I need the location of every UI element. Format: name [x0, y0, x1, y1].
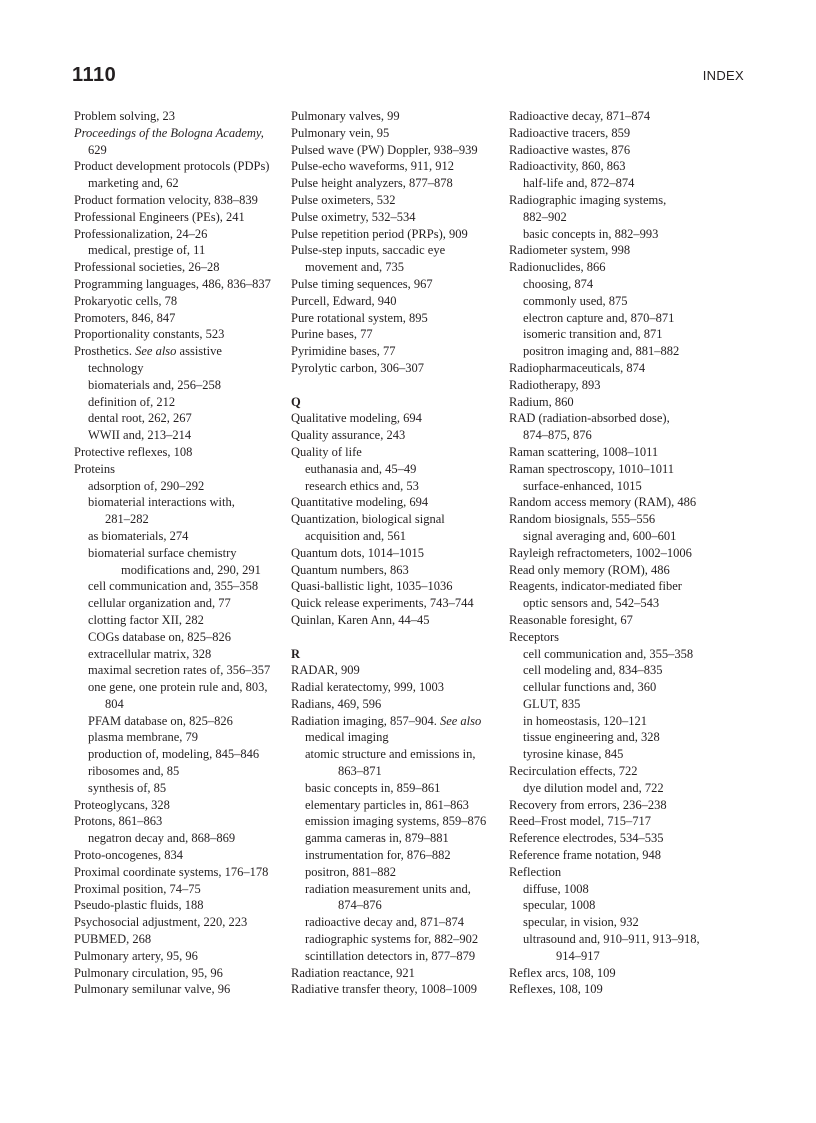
index-entry: Pulse repetition period (PRPs), 909 — [291, 226, 468, 241]
index-subentry: 629 — [88, 142, 107, 157]
index-subentry: synthesis of, 85 — [88, 780, 167, 795]
index-entry: Radians, 469, 596 — [291, 696, 382, 711]
index-entry: Reference electrodes, 534–535 — [509, 831, 664, 846]
index-entry: Pulmonary vein, 95 — [291, 125, 390, 140]
index-entry: Proportionality constants, 523 — [74, 327, 225, 342]
index-entry: Reasonable foresight, 67 — [509, 612, 633, 627]
page-number: 1110 — [72, 64, 117, 86]
index-subentry: instrumentation for, 876–882 — [305, 848, 451, 863]
index-subentry: optic sensors and, 542–543 — [523, 596, 660, 611]
index-subentry: marketing and, 62 — [88, 176, 179, 191]
index-entry: Product development protocols (PDPs) — [74, 159, 270, 174]
index-entry: Pulse oximetry, 532–534 — [291, 209, 416, 224]
index-entry: Quantitative modeling, 694 — [291, 495, 429, 510]
index-entry: Product formation velocity, 838–839 — [74, 192, 258, 207]
index-entry: Radium, 860 — [509, 394, 574, 409]
index-entry: Proto-oncogenes, 834 — [74, 848, 184, 863]
index-entry: Radioactive wastes, 876 — [509, 142, 631, 157]
index-entry: Reference frame notation, 948 — [509, 848, 662, 863]
index-subentry: negatron decay and, 868–869 — [88, 831, 236, 846]
index-entry: Pulmonary circulation, 95, 96 — [74, 965, 223, 980]
index-entry: Proteoglycans, 328 — [74, 797, 170, 812]
see-also-ref: See also — [439, 713, 482, 728]
index-entry: Quantization, biological signal — [291, 512, 445, 527]
index-subentry: half-life and, 872–874 — [523, 176, 635, 191]
index-entry: Pulmonary artery, 95, 96 — [74, 948, 198, 963]
index-subentry: WWII and, 213–214 — [88, 428, 192, 443]
index-entry: Pyrolytic carbon, 306–307 — [291, 360, 424, 375]
index-entry: Rayleigh refractometers, 1002–1006 — [509, 545, 692, 560]
index-subentry: basic concepts in, 882–993 — [523, 226, 659, 241]
index-entry: Pulse-step inputs, saccadic eye — [291, 243, 446, 258]
index-subentry: specular, in vision, 932 — [523, 915, 639, 930]
index-subentry: isomeric transition and, 871 — [523, 327, 663, 342]
index-entry: Proximal coordinate systems, 176–178 — [74, 864, 269, 879]
index-entry: Radiation imaging, 857–904. See also — [291, 713, 482, 728]
index-subentry: radiographic systems for, 882–902 — [305, 932, 479, 947]
index-subentry: elementary particles in, 861–863 — [305, 797, 469, 812]
index-column-3 — [509, 108, 749, 998]
index-subentry: radioactive decay and, 871–874 — [305, 915, 464, 930]
index-entry: Radiopharmaceuticals, 874 — [509, 360, 646, 375]
index-subentry: movement and, 735 — [305, 260, 404, 275]
index-entry: Pulse oximeters, 532 — [291, 192, 396, 207]
index-entry: Prosthetics. See also assistive — [74, 344, 222, 359]
index-subentry: positron imaging and, 881–882 — [523, 344, 680, 359]
index-subentry: emission imaging systems, 859–876 — [305, 814, 487, 829]
index-subentry: ultrasound and, 910–911, 913–918, — [523, 932, 700, 947]
index-entry: Radionuclides, 866 — [509, 260, 606, 275]
index-entry: Quality assurance, 243 — [291, 428, 406, 443]
index-entry: Professionalization, 24–26 — [74, 226, 208, 241]
index-entry: Receptors — [509, 629, 559, 644]
index-entry: Pulse height analyzers, 877–878 — [291, 176, 453, 191]
index-subentry: basic concepts in, 859–861 — [305, 780, 441, 795]
index-subentry: electron capture and, 870–871 — [523, 310, 675, 325]
index-subentry: tissue engineering and, 328 — [523, 730, 660, 745]
index-entry: Professional Engineers (PEs), 241 — [74, 209, 245, 224]
index-subentry: modifications and, 290, 291 — [121, 562, 261, 577]
index-subentry: maximal secretion rates of, 356–357 — [88, 663, 271, 678]
section-gap — [291, 629, 501, 646]
index-entry: Random access memory (RAM), 486 — [509, 495, 697, 510]
index-entry: Promoters, 846, 847 — [74, 310, 176, 325]
index-entry: Radioactive tracers, 859 — [509, 125, 631, 140]
index-entry: Reflex arcs, 108, 109 — [509, 965, 616, 980]
index-entry: Qualitative modeling, 694 — [291, 411, 422, 426]
index-entry: Pulse-echo waveforms, 911, 912 — [291, 159, 455, 174]
index-entry: Radiative transfer theory, 1008–1009 — [291, 982, 477, 997]
index-subentry: 882–902 — [523, 209, 567, 224]
index-entry: Quasi-ballistic light, 1035–1036 — [291, 579, 453, 594]
index-entry: Raman spectroscopy, 1010–1011 — [509, 461, 675, 476]
index-entry: Programming languages, 486, 836–837 — [74, 276, 271, 291]
section-letter: R — [291, 646, 301, 661]
index-entry: Recirculation effects, 722 — [509, 764, 638, 779]
index-subentry: extracellular matrix, 328 — [88, 646, 212, 661]
index-entry: Reflexes, 108, 109 — [509, 982, 603, 997]
index-subentry: 863–871 — [338, 764, 382, 779]
index-subentry: in homeostasis, 120–121 — [523, 713, 647, 728]
index-subentry: ribosomes and, 85 — [88, 764, 180, 779]
index-subentry: biomaterial interactions with, — [88, 495, 235, 510]
index-entry: Radiometer system, 998 — [509, 243, 631, 258]
index-entry: Pseudo-plastic fluids, 188 — [74, 898, 204, 913]
index-entry: Pulmonary valves, 99 — [291, 109, 400, 123]
index-entry: RADAR, 909 — [291, 663, 360, 678]
index-subentry: tyrosine kinase, 845 — [523, 747, 624, 762]
index-entry: Purcell, Edward, 940 — [291, 293, 397, 308]
index-subentry: 281–282 — [105, 512, 149, 527]
index-entry: Proteins — [74, 461, 115, 476]
index-column-1 — [74, 108, 284, 998]
index-entry: Reagents, indicator-mediated fiber — [509, 579, 682, 594]
index-entry: Radioactivity, 860, 863 — [509, 159, 626, 174]
index-subentry: commonly used, 875 — [523, 293, 628, 308]
index-subentry: plasma membrane, 79 — [88, 730, 199, 745]
index-entry: Protective reflexes, 108 — [74, 444, 193, 459]
index-entry: Read only memory (ROM), 486 — [509, 562, 670, 577]
section-gap — [291, 377, 501, 394]
index-subentry: cell modeling and, 834–835 — [523, 663, 663, 678]
index-entry: Quality of life — [291, 444, 362, 459]
index-entry: Psychosocial adjustment, 220, 223 — [74, 915, 248, 930]
index-subentry: biomaterial surface chemistry — [88, 545, 237, 560]
index-subentry: radiation measurement units and, — [305, 881, 471, 896]
index-subentry: dye dilution model and, 722 — [523, 780, 664, 795]
index-entry: Proximal position, 74–75 — [74, 881, 201, 896]
index-subentry: 874–876 — [338, 898, 382, 913]
index-subentry: clotting factor XII, 282 — [88, 612, 204, 627]
index-entry: Pyrimidine bases, 77 — [291, 344, 396, 359]
index-subentry: technology — [88, 360, 144, 375]
index-entry: RAD (radiation-absorbed dose), — [509, 411, 670, 426]
index-subentry: research ethics and, 53 — [305, 478, 419, 493]
index-subentry: cell communication and, 355–358 — [88, 579, 259, 594]
index-subentry: 914–917 — [556, 948, 600, 963]
running-head: INDEX — [702, 68, 744, 83]
index-entry: Quantum dots, 1014–1015 — [291, 545, 424, 560]
index-entry: Quick release experiments, 743–744 — [291, 596, 474, 611]
index-subentry: medical, prestige of, 11 — [88, 243, 206, 258]
index-subentry: production of, modeling, 845–846 — [88, 747, 260, 762]
index-entry: Protons, 861–863 — [74, 814, 163, 829]
index-entry: Reflection — [509, 864, 562, 879]
index-subentry: diffuse, 1008 — [523, 881, 589, 896]
index-subentry: one gene, one protein rule and, 803, — [88, 680, 268, 695]
index-subentry: adsorption of, 290–292 — [88, 478, 205, 493]
index-entry: Pulse timing sequences, 967 — [291, 276, 433, 291]
index-subentry: signal averaging and, 600–601 — [523, 528, 677, 543]
index-subentry: cell communication and, 355–358 — [523, 646, 694, 661]
index-subentry: dental root, 262, 267 — [88, 411, 192, 426]
index-subentry: scintillation detectors in, 877–879 — [305, 948, 476, 963]
index-entry: Proceedings of the Bologna Academy, — [74, 125, 264, 140]
index-subentry: gamma cameras in, 879–881 — [305, 831, 449, 846]
index-entry: PUBMED, 268 — [74, 932, 152, 947]
index-entry: Radioactive decay, 871–874 — [509, 109, 651, 123]
index-entry: Pure rotational system, 895 — [291, 310, 428, 325]
index-subentry: PFAM database on, 825–826 — [88, 713, 233, 728]
index-subentry: as biomaterials, 274 — [88, 528, 189, 543]
index-subentry: surface-enhanced, 1015 — [523, 478, 642, 493]
index-entry: Prokaryotic cells, 78 — [74, 293, 178, 308]
index-entry: Raman scattering, 1008–1011 — [509, 444, 659, 459]
index-entry: Problem solving, 23 — [74, 109, 176, 123]
index-entry: Radiographic imaging systems, — [509, 192, 667, 207]
index-subentry: COGs database on, 825–826 — [88, 629, 232, 644]
index-entry: Radiation reactance, 921 — [291, 965, 415, 980]
index-subentry: biomaterials and, 256–258 — [88, 377, 221, 392]
index-entry: Pulsed wave (PW) Doppler, 938–939 — [291, 142, 478, 157]
see-also-ref: See also — [135, 344, 177, 359]
index-entry: Professional societies, 26–28 — [74, 260, 220, 275]
index-subentry: choosing, 874 — [523, 276, 594, 291]
index-subentry: 804 — [105, 696, 124, 711]
index-column-2 — [291, 108, 501, 998]
index-entry: Radiotherapy, 893 — [509, 377, 601, 392]
section-letter: Q — [291, 394, 301, 409]
index-entry: Quinlan, Karen Ann, 44–45 — [291, 612, 430, 627]
index-entry: Quantum numbers, 863 — [291, 562, 409, 577]
index-entry: Reed–Frost model, 715–717 — [509, 814, 652, 829]
index-entry: Random biosignals, 555–556 — [509, 512, 656, 527]
index-subentry: medical imaging — [305, 730, 389, 745]
index-entry: Radial keratectomy, 999, 1003 — [291, 680, 444, 695]
index-subentry: cellular organization and, 77 — [88, 596, 231, 611]
index-entry: Pulmonary semilunar valve, 96 — [74, 982, 231, 997]
index-subentry: specular, 1008 — [523, 898, 596, 913]
index-subentry: definition of, 212 — [88, 394, 176, 409]
index-subentry: GLUT, 835 — [523, 696, 581, 711]
index-subentry: positron, 881–882 — [305, 864, 396, 879]
index-subentry: acquisition and, 561 — [305, 528, 407, 543]
index-entry: Purine bases, 77 — [291, 327, 373, 342]
index-subentry: cellular functions and, 360 — [523, 680, 657, 695]
index-subentry: euthanasia and, 45–49 — [305, 461, 417, 476]
index-subentry: 874–875, 876 — [523, 428, 592, 443]
index-entry: Recovery from errors, 236–238 — [509, 797, 667, 812]
index-subentry: atomic structure and emissions in, — [305, 747, 476, 762]
